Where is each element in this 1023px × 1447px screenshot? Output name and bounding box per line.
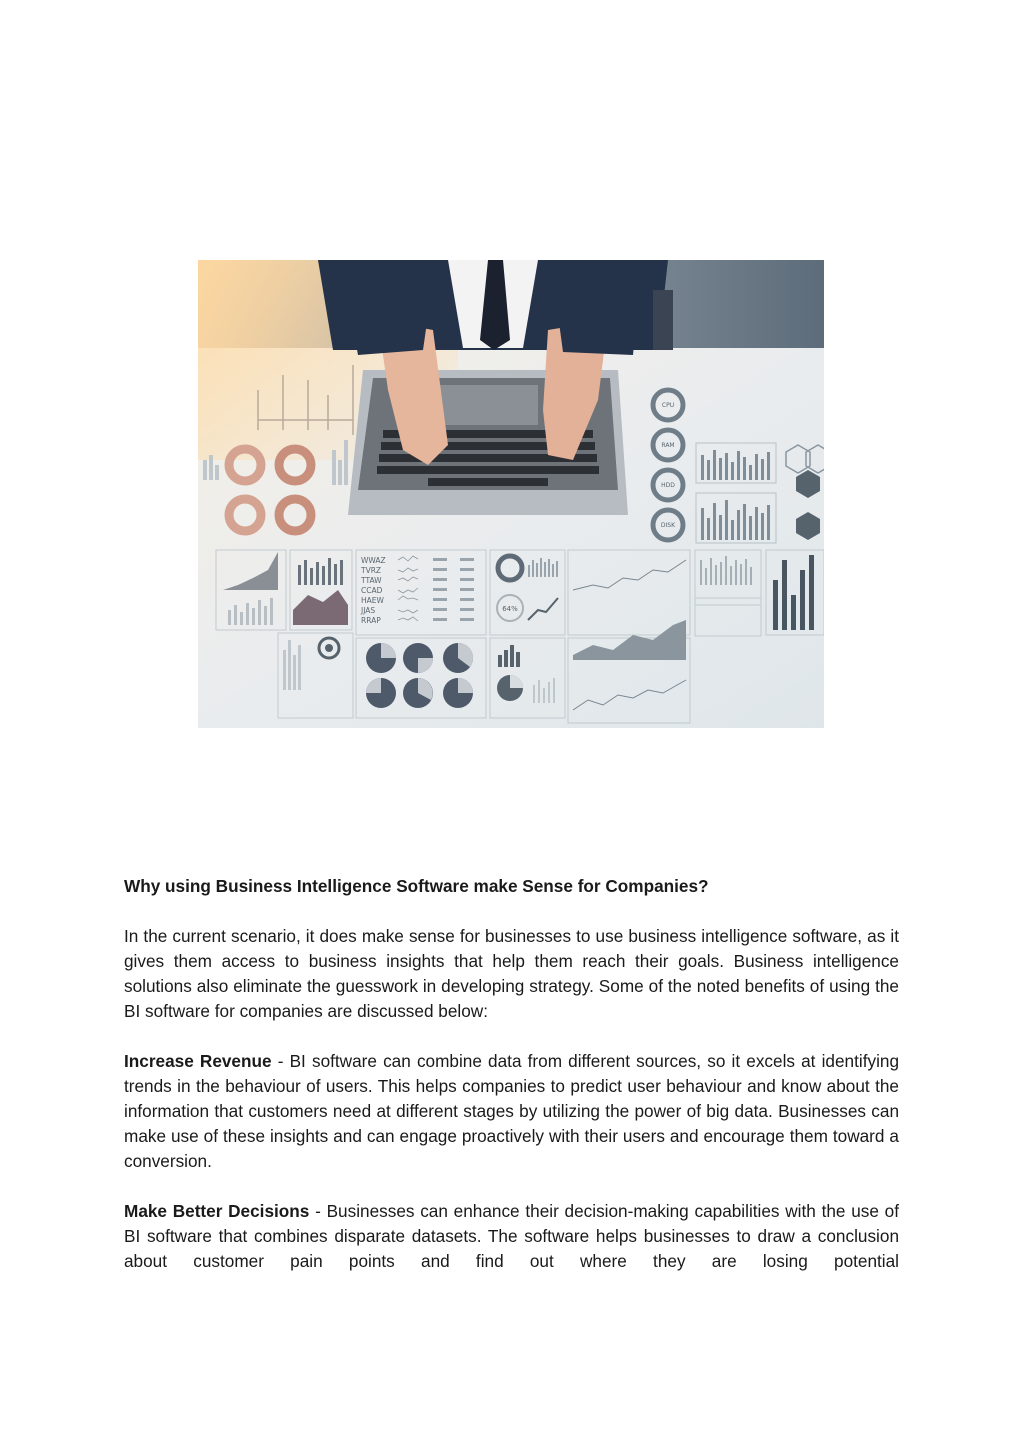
business-analytics-photo: [198, 260, 824, 728]
benefit-increase-revenue: [124, 1049, 899, 1174]
benefit-term: Make Better Decisions: [124, 1201, 310, 1221]
article-heading: Why using Business Intelligence Software make Sense for Companies?: [124, 876, 709, 896]
benefit-separator: -: [309, 1201, 327, 1221]
ticker-label: HAEW: [361, 596, 384, 605]
benefit-text: Businesses can enhance their decision-making capabilities with the use of BI software that combines disparate datasets. The software helps businesses to draw a conclusion about customer pain points and find out where they are losing potential: [124, 1201, 899, 1271]
gauge-label-hdd: HDD: [661, 482, 675, 489]
benefit-make-better-decisions: [124, 1199, 899, 1274]
gauge-label-cpu: CPU: [661, 402, 675, 409]
intro-paragraph: In the current scenario, it does make sense for businesses to use business intelligence software, as it gives them access to business insights that help them reach their goals. Business intelligence solutions also eliminate the guesswork in developing strategy. Some of the noted benefits of using the BI software for companies are discussed below:: [124, 926, 899, 1021]
ticker-label: TTAW: [361, 576, 382, 585]
ticker-label: WWAZ: [361, 556, 386, 565]
gauge-label-ram: RAM: [661, 442, 675, 449]
ticker-label: RRAP: [361, 616, 381, 625]
article: [124, 874, 899, 1299]
benefit-text: BI software can combine data from different sources, so it excels at identifying trends in the behaviour of users. This helps companies to predict user behaviour and know about the information that customers need at different stages by utilizing the power of big data. Businesses can make use of these insights and can engage proactively with their users and encourage them toward a conversion.: [124, 1051, 899, 1171]
ticker-label: JJAS: [361, 606, 376, 615]
ticker-label: TVRZ: [361, 566, 382, 575]
benefit-separator: -: [271, 1051, 290, 1071]
ticker-label: CCAD: [361, 586, 383, 595]
gauge-label-disk: DISK: [660, 522, 676, 529]
percent-badge: 64%: [502, 605, 518, 613]
benefit-term: Increase Revenue: [124, 1051, 272, 1071]
